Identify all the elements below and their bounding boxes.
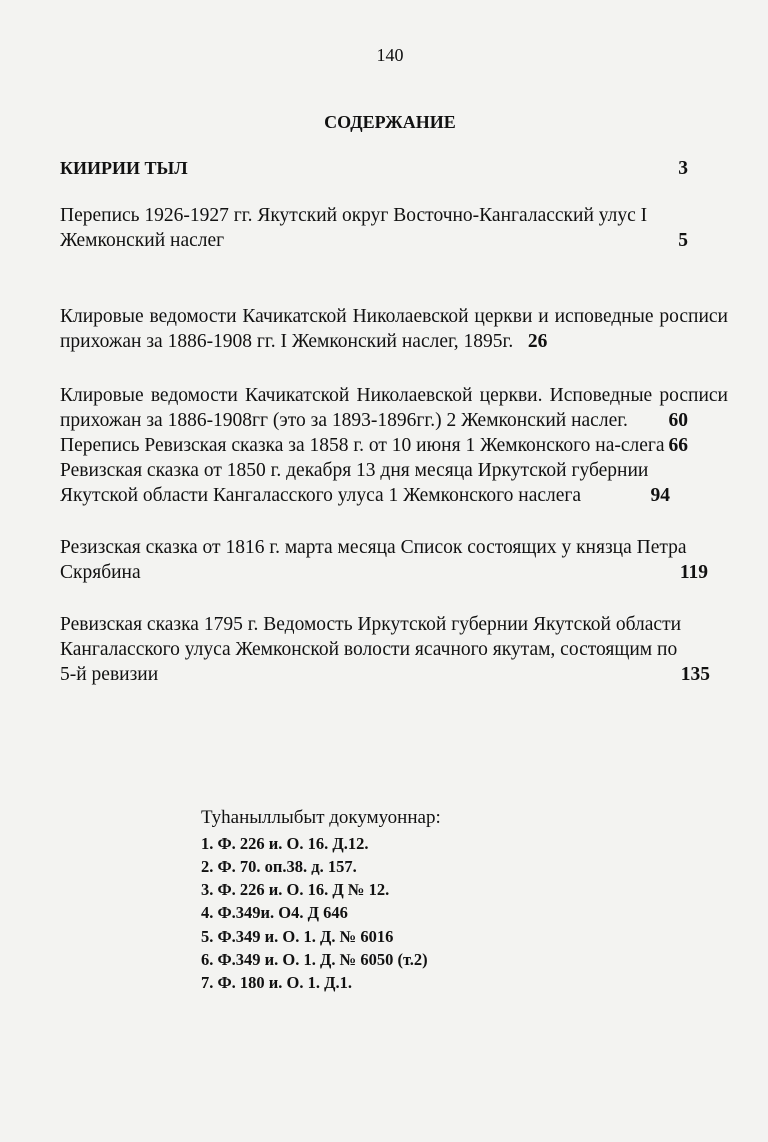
toc-entry-text: Перепись 1926-1927 гг. Якутский округ Восточно-Кангаласский улус I Жемконский наслег xyxy=(60,205,648,251)
source-item: 7. Ф. 180 и. О. 1. Д.1. xyxy=(201,973,352,993)
toc-entry-census-1926[interactable] xyxy=(60,203,728,253)
toc-entry-page: 66 xyxy=(668,435,688,456)
toc-entry-page: 94 xyxy=(650,485,670,506)
page-title: СОДЕРЖАНИЕ xyxy=(324,112,456,132)
source-item: 2. Ф. 70. оп.38. д. 157. xyxy=(201,856,357,876)
toc-entry-text: Клировые ведомости Качикатской Николаевской церкви. Исповедные росписи прихожан за 1886-1908гг (это за 1893-1896гг.) 2 Жемконский наслег. xyxy=(60,385,728,431)
source-item: 6. Ф.349 и. О. 1. Д. № 6050 (т.2) xyxy=(201,949,428,969)
source-documents-list xyxy=(201,806,621,995)
toc-entry-revision-1795[interactable] xyxy=(60,612,728,687)
toc-entry-title: КИИРИИ ТЫЛ xyxy=(60,158,188,178)
toc-entry-text: Перепись Ревизская сказка за 1858 г. от 10 июня 1 Жемконского на-слега xyxy=(60,435,665,456)
toc-entry-clergy-records-2[interactable] xyxy=(60,383,728,433)
toc-entry-text: Клировые ведомости Качикатской Николаевской церкви и исповедные росписи прихожан за 1886-1908 гг. I Жемконский наслег, 1895г. 26 xyxy=(60,306,728,352)
source-item: 1. Ф. 226 и. О. 16. Д.12. xyxy=(201,833,369,853)
toc-entry-text: Ревизская сказка от 1850 г. декабря 13 дня месяца Иркутской губернии Якутской области Кангаласского улуса 1 Жемконского наслега xyxy=(60,460,649,506)
toc-entry-revision-1850[interactable] xyxy=(60,458,728,508)
toc-entry-introduction[interactable] xyxy=(60,156,728,181)
sources-title: Туhаныллыбыт докумуоннар: xyxy=(201,807,441,828)
toc-entry-text: Ревизская сказка 1795 г. Ведомость Иркутской губернии Якутской области Кангаласского улуса Жемконской волости ясачного якутам, состоящим по 5-й ревизии xyxy=(60,614,682,685)
source-item: 5. Ф.349 и. О. 1. Д. № 6016 xyxy=(201,926,394,946)
toc-entry-page: 60 xyxy=(668,410,688,431)
page-number: 140 xyxy=(376,45,404,65)
toc-entry-revision-1816[interactable] xyxy=(60,535,728,585)
table-of-contents xyxy=(60,156,728,687)
toc-entry-page: 3 xyxy=(678,158,688,179)
source-item: 4. Ф.349и. О4. Д 646 xyxy=(201,903,348,923)
source-item: 3. Ф. 226 и. О. 16. Д № 12. xyxy=(201,880,390,900)
toc-entry-page: 135 xyxy=(680,664,710,685)
toc-entry-clergy-records-1[interactable] xyxy=(60,304,728,354)
toc-entry-page: 119 xyxy=(679,562,708,583)
toc-entry-page: 26 xyxy=(527,331,548,352)
toc-entry-page: 5 xyxy=(678,230,688,251)
toc-entry-text: Резизская сказка от 1816 г. марта месяца Список состоящих у князца Петра Скрябина xyxy=(60,537,687,583)
toc-entry-census-1858[interactable] xyxy=(60,433,728,458)
